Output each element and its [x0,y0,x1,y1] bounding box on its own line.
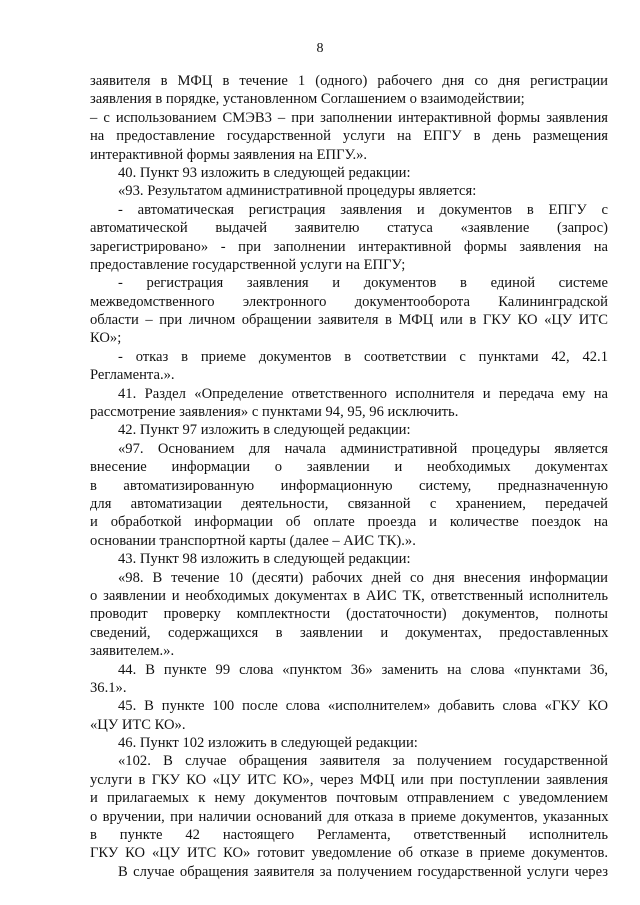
document-body [90,72,608,881]
text-line: сведений, содержащихся в заявлении и документах, предоставленных [90,624,608,641]
text-line: ГКУ КО «ЦУ ИТС КО» готовит уведомление об отказе в приеме документов. [90,845,608,862]
text-line: автоматической выдачей заявителю статуса «заявление (запрос) [90,220,608,237]
text-line: области – при личном обращении заявителя в МФЦ или в ГКУ КО «ЦУ ИТС [90,312,608,329]
text-line: - регистрация заявления и документов в единой системе [118,275,608,292]
text-line: В случае обращения заявителя за получением государственной услуги через [118,863,608,880]
text-line: внесение информации о заявлении и необходимых документах [90,459,608,476]
text-line: 44. В пункте 99 слова «пунктом 36» заменить на слова «пунктами 36, [118,661,608,678]
text-line: услуги в ГКУ КО «ЦУ ИТС КО», через МФЦ или при поступлении заявления [90,771,608,788]
text-line: проводит проверку комплектности (достаточности) документов, полноты [90,606,608,623]
text-line: «97. Основанием для начала административной процедуры является [118,440,608,457]
text-line: на предоставление государственной услуги на ЕПГУ в день размещения [90,128,608,145]
text-line: 42. Пункт 97 изложить в следующей редакции: [118,422,411,439]
text-line: «98. В течение 10 (десяти) рабочих дней со дня внесения информации [118,569,608,586]
text-line: «93. Результатом административной процедуры является: [118,183,477,200]
text-line: в автоматизированную информационную систему, предназначенную [90,477,608,494]
text-line: «ЦУ ИТС КО». [90,716,186,733]
text-line: межведомственного электронного документооборота Калининградской [90,293,608,310]
text-line: 36.1». [90,679,127,696]
text-line: 41. Раздел «Определение ответственного исполнителя и передача ему на [118,385,608,402]
text-line: Регламента.». [90,367,175,384]
text-line: 43. Пункт 98 изложить в следующей редакции: [118,551,411,568]
text-line: о заявлении и необходимых документах в АИС ТК, ответственный исполнитель [90,587,608,604]
text-line: для автоматизации деятельности, связанной с хранением, передачей [90,495,608,512]
text-line: - автоматическая регистрация заявления и документов в ЕПГУ с [118,201,608,218]
text-line: - отказ в приеме документов в соответствии с пунктами 42, 42.1 [118,348,608,365]
text-line: предоставление государственной услуги на ЕПГУ; [90,256,406,273]
text-line: зарегистрировано» - при заполнении интерактивной формы заявления на [90,238,608,255]
text-line: о вручении, при наличии оснований для отказа в приеме документов, указанных [90,808,608,825]
text-line: заявления в порядке, установленном Соглашением о взаимодействии; [90,91,525,108]
text-line: «102. В случае обращения заявителя за получением государственной [118,753,608,770]
text-line: рассмотрение заявления» с пунктами 94, 95, 96 исключить. [90,404,459,421]
text-line: 40. Пункт 93 изложить в следующей редакции: [118,164,411,181]
text-line: 46. Пункт 102 изложить в следующей редакции: [118,735,418,752]
text-line: заявителем.». [90,643,175,660]
text-line: и обработкой информации об оплате проезда и количестве поездок на [90,514,608,531]
text-line: – с использованием СМЭВ3 – при заполнении интерактивной формы заявления [90,109,608,126]
page-number: 8 [316,41,324,56]
text-line: КО»; [90,330,122,347]
text-line: интерактивной формы заявления на ЕПГУ.». [90,146,368,163]
text-line: 45. В пункте 100 после слова «исполнителем» добавить слова «ГКУ КО [118,698,608,715]
text-line: в пункте 42 настоящего Регламента, ответственный исполнитель [90,827,608,844]
text-line: заявителя в МФЦ в течение 1 (одного) рабочего дня со дня регистрации [90,73,608,89]
text-line: и прилагаемых к нему документов почтовым отправлением с уведомлением [90,790,608,807]
text-line: основании транспортной карты (далее – АИС ТК).». [90,532,416,549]
